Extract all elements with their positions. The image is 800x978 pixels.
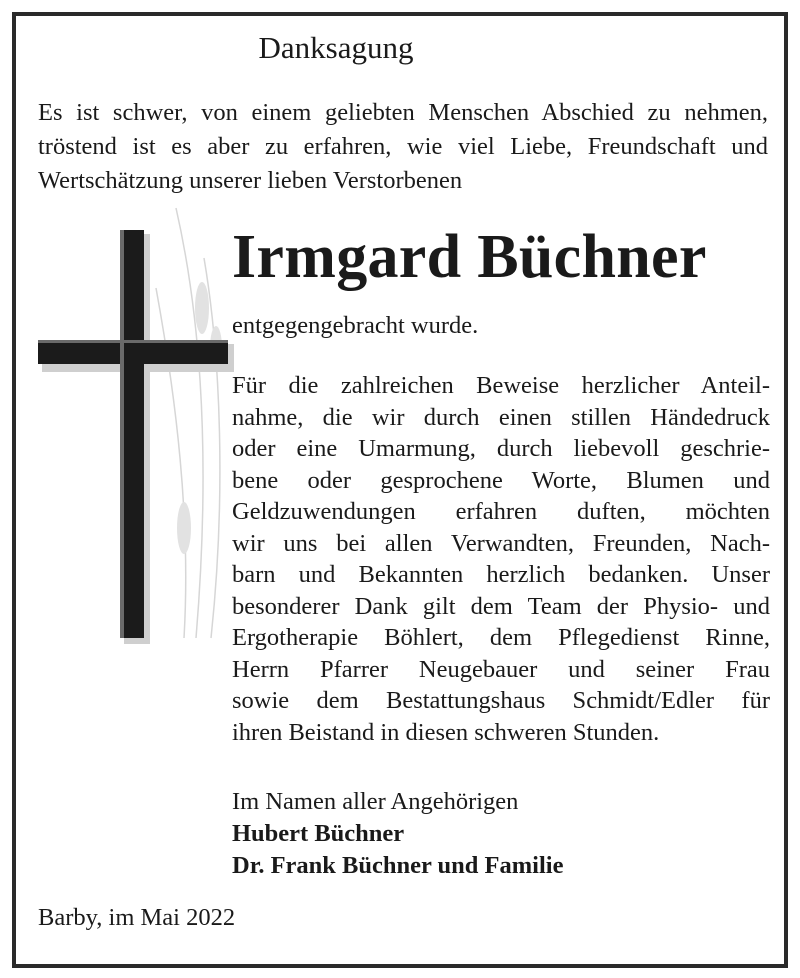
body-line: Ergotherapie Böhlert, dem Pflegedienst Rinne, [232, 624, 770, 651]
wheat-stalks [156, 208, 220, 638]
signature-intro: Im Namen aller Angehörigen [232, 788, 519, 815]
signature-name-1: Hubert Büchner [232, 820, 405, 847]
body-line: nahme, die wir durch einen stillen Händedruck [232, 403, 770, 431]
body-line: barn und Bekannten herzlich bedanken. Unser [232, 561, 770, 588]
body-text [232, 370, 770, 748]
after-name-text: entgegengebracht wurde. [232, 312, 479, 339]
deceased-name: Irmgard Büchner [232, 223, 707, 291]
cross-illustration [26, 198, 256, 648]
intro-text: Es ist schwer, von einem geliebten Menschen Abschied zu nehmen, tröstend ist es aber zu erfahren, wie viel Liebe, Freundschaft und Wertschätzung unserer lieben Verstorbenen [38, 99, 768, 194]
body-line: besonderer Dank gilt dem Team der Physio- und [232, 592, 770, 620]
signature-block [232, 786, 772, 882]
body-line: oder eine Umarmung, durch liebevoll geschrie- [232, 435, 770, 462]
body-line: sowie dem Bestattungshaus Schmidt/Edler für [232, 687, 770, 714]
obituary-frame [12, 12, 788, 968]
title: Danksagung [258, 30, 414, 65]
body-line: Für die zahlreichen Beweise herzlicher Anteil- [232, 372, 770, 399]
body-line: Herrn Pfarrer Neugebauer und seiner Frau [232, 655, 770, 683]
body-line: wir uns bei allen Verwandten, Freunden, Nach- [232, 529, 770, 557]
body-line: Geldzuwendungen erfahren duften, möchten [232, 498, 770, 525]
body-line: bene oder gesprochene Worte, Blumen und [232, 466, 770, 494]
cross-icon [26, 198, 256, 648]
body-line: ihren Beistand in diesen schweren Stunden. [232, 718, 660, 746]
place-date: Barby, im Mai 2022 [38, 904, 236, 931]
signature-name-2: Dr. Frank Büchner und Familie [232, 852, 564, 879]
